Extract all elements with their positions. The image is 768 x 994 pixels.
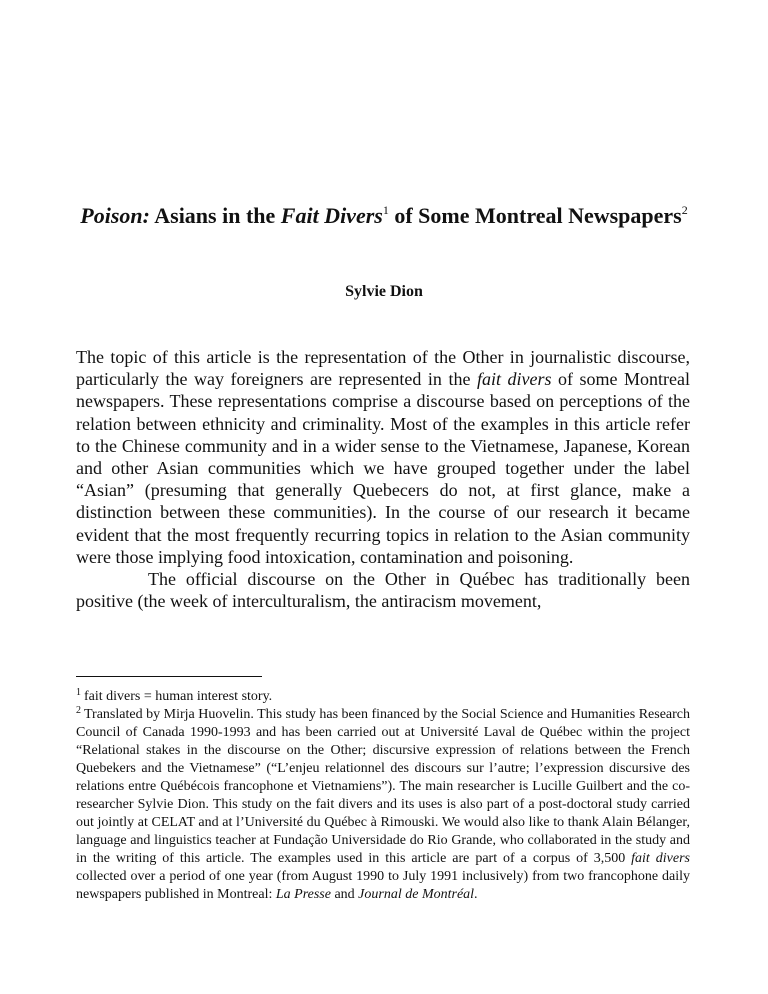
footnote-1 bbox=[76, 688, 690, 706]
body-p1-text-before: The topic of this article is the representation of the Other in journalistic discourse, particularly the way foreigners are represented in the bbox=[76, 347, 690, 390]
footnote-2-number: 2 bbox=[76, 705, 81, 716]
title-footnote-ref-1[interactable]: 1 bbox=[382, 203, 389, 217]
title-footnote-ref-2[interactable]: 2 bbox=[681, 203, 688, 217]
body-paragraph-1 bbox=[76, 346, 690, 568]
footnote-2-text-2: collected over a period of one year (from August 1990 to July 1991 inclusively) from two francophone daily newspapers published in Montreal: bbox=[76, 869, 690, 902]
body-p1-text-after: of some Montreal newspapers. These representations comprise a discourse based on perceptions of the relation between ethnicity and criminality. Most of the examples in this article refer to the Chinese community and in a wider sense to the Vietnamese, Japanese, Korean and other Asian communities which we have grouped together under the label “Asian” (presuming that generally Quebecers do not, at first glance, make a distinction between these communities). In the course of our research it became evident that the most frequently recurring topics in relation to the Asian community were those implying food intoxication, contamination and poisoning. bbox=[76, 369, 691, 567]
footnote-2-italic-journal: Journal de Montréal bbox=[358, 887, 475, 902]
title-italic-fait-divers: Fait Divers bbox=[280, 203, 383, 228]
body-p1-italic: fait divers bbox=[476, 369, 552, 390]
footnote-2-text-1: Translated by Mirja Huovelin. This study has been financed by the Social Science and Humanities Research Council of Canada 1990-1993 and has been carried out at Université Laval de Québec within the project “Relational stakes in the discourse on the Other; discursive expression of relations between the French Quebekers and the Vietnamese” (“L’enjeu relationnel des discours sur l’autre; l’expression discursive des relations entre Québécois francophone et Vietnamiens”). The main researcher is Lucille Guilbert and the co-researcher Sylvie Dion. This study on the fait divers and its uses is also part of a post-doctoral study carried out jointly at CELAT and at l’Université du Québec à Rimouski. We would also like to thank Alain Bélanger, language and linguistics teacher at Fundação Universidade do Rio Grande, who collaborated in the study and in the writing of this article. The examples used in this article are part of a corpus of 3,500 bbox=[76, 707, 690, 866]
footnote-2-text-3: and bbox=[330, 887, 359, 902]
body-paragraph-2: The official discourse on the Other in Québec has traditionally been positive (the week of interculturalism, the antiracism movement, bbox=[76, 569, 690, 612]
article-title bbox=[60, 202, 708, 230]
footnote-2-text-4: . bbox=[474, 887, 478, 902]
footnote-1-number: 1 bbox=[76, 687, 81, 698]
footnotes bbox=[76, 688, 690, 904]
article-body bbox=[76, 346, 690, 612]
footnote-2-italic-fait-divers: fait divers bbox=[631, 851, 690, 866]
footnote-2-italic-la-presse: La Presse bbox=[275, 887, 331, 902]
footnote-2 bbox=[76, 706, 690, 904]
footnote-separator bbox=[76, 676, 262, 677]
title-italic-poison: Poison: bbox=[80, 203, 150, 228]
title-text-2: of Some Montreal Newspapers bbox=[388, 203, 682, 228]
title-text-1: Asians in the bbox=[149, 203, 281, 228]
footnote-1-text: fait divers = human interest story. bbox=[84, 689, 273, 704]
author-name: Sylvie Dion bbox=[345, 283, 423, 300]
